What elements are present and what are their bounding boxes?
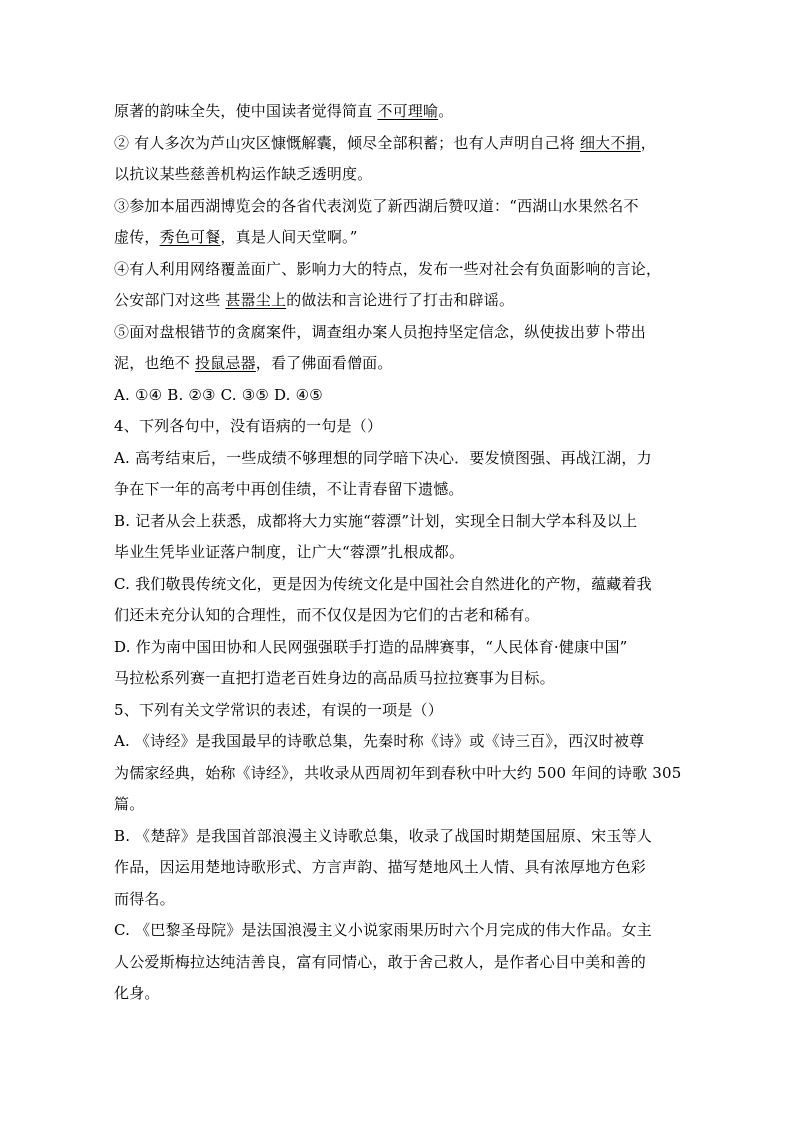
text-segment: C. 《巴黎圣母院》是法国浪漫主义小说家雨果历时六个月完成的伟大作品。女主 [114, 921, 652, 939]
text-segment: 以抗议某些慈善机构运作缺乏透明度。 [114, 165, 373, 183]
text-line [114, 380, 686, 412]
text-segment: ， [640, 133, 656, 152]
text-line [114, 474, 686, 506]
underlined-idiom: 甚嚣尘上 [225, 291, 287, 309]
document-body [114, 96, 686, 1010]
text-line [114, 191, 686, 223]
text-segment: 5、下列有关文学常识的表述，有误的一项是（） [114, 700, 443, 719]
text-segment: A. ①④ B. ②③ C. ③⑤ D. ④⑤ [114, 385, 323, 404]
text-line [114, 317, 686, 349]
text-segment: B. 《楚辞》是我国首部浪漫主义诗歌总集，收录了战国时期楚国屈原、宋玉等人 [114, 826, 652, 845]
text-segment: 人公爱斯梅拉达纯洁善良，富有同情心，敢于舍己救人，是作者心目中美和善的 [114, 952, 647, 971]
underlined-idiom: 不可理喻 [377, 102, 439, 120]
text-line [114, 978, 686, 1010]
text-line [114, 632, 686, 664]
text-segment: 而得名。 [114, 889, 175, 908]
text-line [114, 222, 686, 254]
text-line [114, 128, 686, 160]
text-line [114, 947, 686, 979]
text-segment: 。 [438, 102, 454, 120]
text-segment: 马拉松系列赛一直把打造老百姓身边的高品质马拉拉赛事为目标。 [114, 669, 555, 687]
text-line [114, 600, 686, 632]
text-segment: A. 《诗经》是我国最早的诗歌总集，先秦时称《诗》或《诗三百》，西汉时被尊 [114, 732, 645, 750]
text-segment: 为儒家经典，始称《诗经》，共收录从西周初年到春秋中叶大约 500 年间的诗歌 305 [114, 763, 682, 782]
text-line [114, 852, 686, 884]
underlined-idiom: 投鼠忌器 [194, 354, 256, 372]
text-line [114, 96, 686, 128]
text-segment: D. 作为南中国田协和人民网强强联手打造的品牌赛事，“人民体育·健康中国” [114, 637, 628, 656]
text-segment: 们还未充分认知的合理性，而不仅仅是因为它们的古老和稀有。 [114, 606, 540, 624]
text-segment: 泥，也绝不 [114, 354, 195, 372]
text-line [114, 254, 686, 286]
text-segment: 争在下一年的高考中再创佳绩，不让青春留下遗憾。 [114, 480, 464, 498]
text-segment: 公安部门对这些 [114, 291, 226, 309]
text-line [114, 506, 686, 538]
text-line [114, 821, 686, 853]
text-line [114, 537, 686, 569]
text-segment: 篇。 [114, 795, 145, 813]
text-segment: ⑤面对盘根错节的贪腐案件，调查组办案人员抱持坚定信念，纵使拔出萝卜带出 [114, 322, 647, 341]
text-segment: ，真是人间天堂啊。” [220, 228, 358, 246]
text-segment: C. 我们敬畏传统文化，更是因为传统文化是中国社会自然进化的产物，蕴藏着我 [114, 574, 652, 593]
text-line [114, 884, 686, 916]
text-line [114, 411, 686, 443]
text-segment: ③参加本届西湖博览会的各省代表浏览了新西湖后赞叹道：“西湖山水果然名不 [114, 196, 639, 215]
underlined-idiom: 秀色可餐 [159, 228, 221, 246]
text-segment: B. 记者从会上获悉，成都将大力实施“蓉漂”计划，实现全日制大学本科及以上 [114, 511, 638, 530]
text-segment: 虚传， [114, 228, 160, 246]
text-line [114, 726, 686, 758]
text-segment: 原著的韵味全失，使中国读者觉得简直 [114, 102, 378, 120]
text-segment: 4、下列各句中，没有语病的一句是（） [114, 417, 383, 435]
text-segment: 毕业生凭毕业证落户制度，让广大“蓉漂”扎根成都。 [114, 543, 465, 561]
text-segment: A. 高考结束后，一些成绩不够理想的同学暗下决心．要发愤图强、再战江湖，力 [114, 448, 652, 467]
text-segment: ，看了佛面看僧面。 [255, 354, 393, 372]
text-segment: ④有人利用网络覆盖面广、影响力大的特点，发布一些对社会有负面影响的言论， [114, 259, 662, 278]
text-segment: 的做法和言论进行了打击和辟谣。 [286, 291, 515, 309]
text-line [114, 348, 686, 380]
text-line [114, 443, 686, 475]
text-segment: 作品，因运用楚地诗歌形式、方言声韵、描写楚地风土人情、具有浓厚地方色彩 [114, 858, 647, 876]
text-segment: ② 有人多次为芦山灾区慷慨解囊，倾尽全部积蓄；也有人声明自己将 [114, 133, 580, 152]
text-line [114, 789, 686, 821]
text-line [114, 285, 686, 317]
text-line [114, 915, 686, 947]
text-segment: 化身。 [114, 984, 160, 1002]
text-line [114, 663, 686, 695]
text-line [114, 758, 686, 790]
text-line [114, 569, 686, 601]
text-line [114, 695, 686, 727]
text-line [114, 159, 686, 191]
underlined-idiom: 细大不捐 [579, 133, 641, 152]
